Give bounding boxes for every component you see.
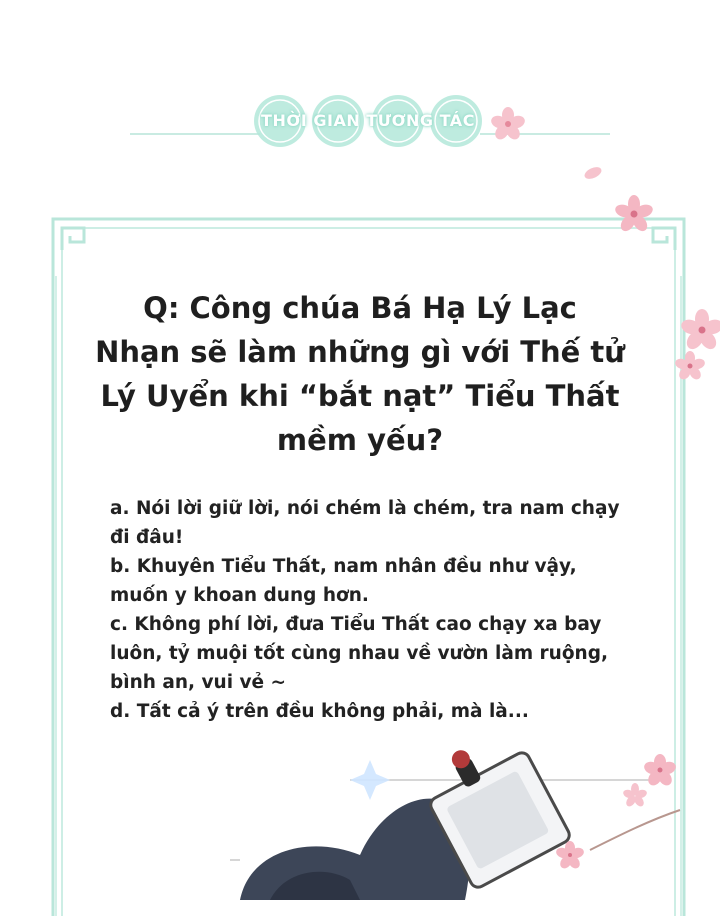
question-line: Q: Công chúa Bá Hạ Lý Lạc <box>143 291 577 325</box>
answer-line: b. Khuyên Tiểu Thất, nam nhân đều như vậy, <box>110 556 577 577</box>
answer-line: c. Không phí lời, đưa Tiểu Thất cao chạy xa bay <box>110 614 602 635</box>
question-line: Nhạn sẽ làm những gì với Thế tử <box>95 335 625 369</box>
blossom-branch-icon <box>672 304 720 394</box>
interaction-time-banner <box>252 92 484 150</box>
banner-title: THỜI GIAN TƯƠNG TÁC <box>261 111 475 130</box>
question-line: Lý Uyển khi “bắt nạt” Tiểu Thất <box>100 379 620 413</box>
answer-line: bình an, vui vẻ ~ <box>110 672 287 693</box>
blossom-icon <box>612 192 656 236</box>
answer-line: luôn, tỷ muội tốt cùng nhau về vườn làm ruộng, <box>110 643 608 664</box>
petal-icon <box>582 164 604 182</box>
banner-divider-left <box>130 133 260 135</box>
answer-options <box>110 494 650 726</box>
answer-line: d. Tất cả ý trên đều không phải, mà là... <box>110 701 529 722</box>
answer-line: muốn y khoan dung hơn. <box>110 585 369 606</box>
answer-line: a. Nói lời giữ lời, nói chém là chém, tra nam chạy <box>110 498 620 519</box>
answer-line: đi đâu! <box>110 527 184 548</box>
chibi-cleaver-illustration <box>230 740 720 900</box>
question-heading <box>90 286 630 462</box>
question-line: mềm yếu? <box>276 423 444 457</box>
blossom-icon <box>488 106 528 142</box>
